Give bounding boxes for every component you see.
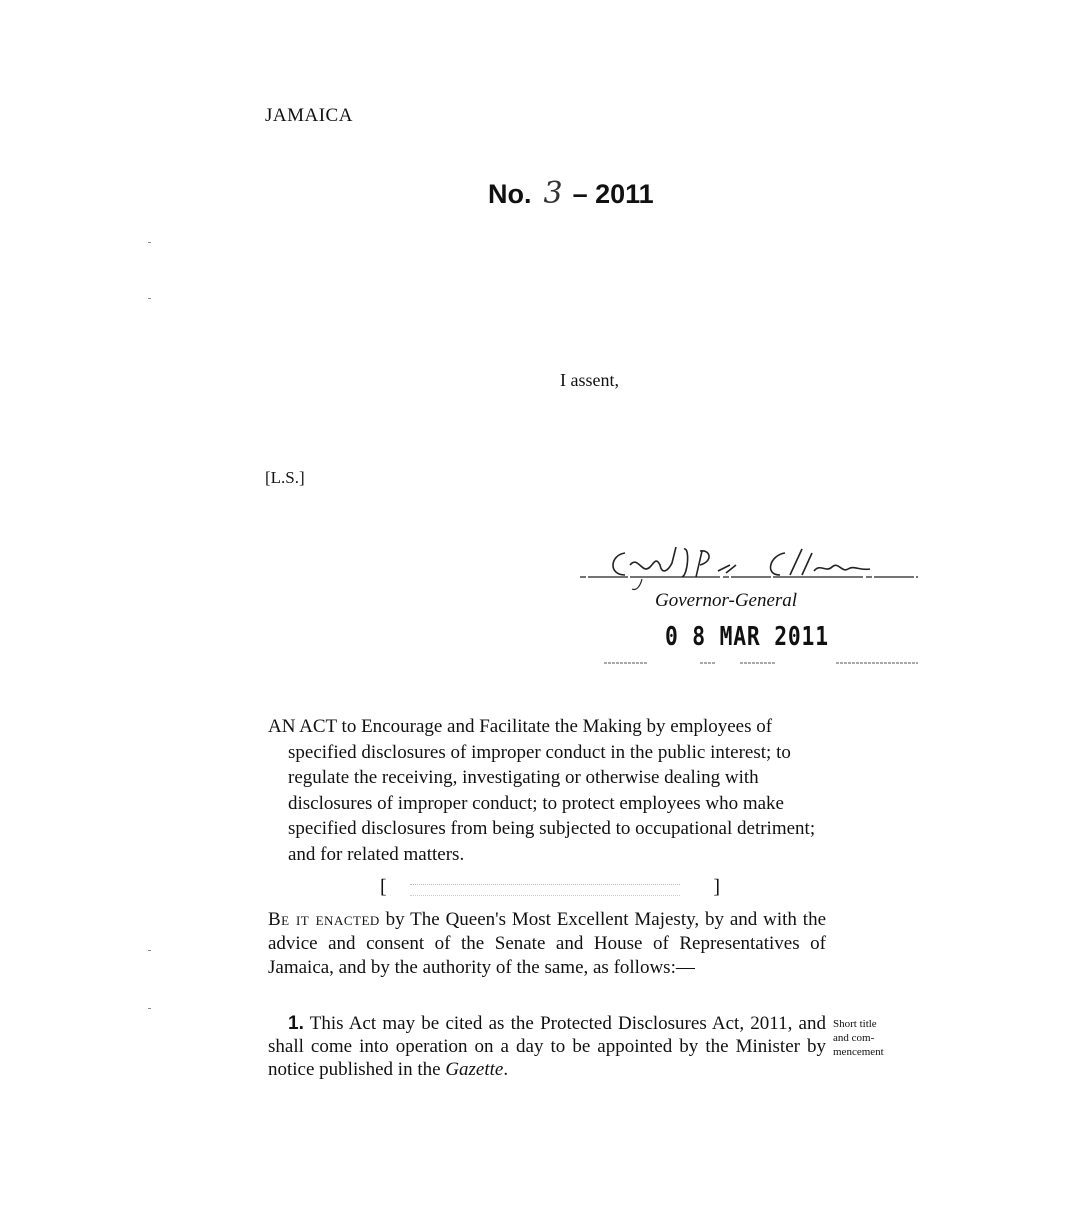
act-number-year: – 2011 (572, 179, 654, 209)
bracket-close: ] (713, 876, 720, 898)
section-text: This Act may be cited as the Protected Disclosures Act, 2011, and shall come into operation on a day to be appointed by the Minister by notice published in the (268, 1013, 826, 1080)
act-number (488, 176, 654, 211)
margin-note-line: and com- (833, 1032, 875, 1044)
gazette-italic: Gazette (445, 1059, 504, 1080)
long-title-line: disclosures of improper conduct; to protect employees who make (288, 792, 784, 814)
scan-speck (148, 950, 151, 951)
long-title-line: specified disclosures of improper conduct in the public interest; to (288, 741, 791, 763)
long-title (268, 714, 828, 867)
enacting-formula (268, 908, 826, 980)
seal-mark: [L.S.] (265, 468, 305, 487)
margin-note-line: Short title (833, 1018, 877, 1030)
long-title-line: specified disclosures from being subjected to occupational detriment; (288, 818, 816, 839)
enacting-text: by The Queen's Most Excellent Majesty, by and with the advice and consent of the Senate and House of Representatives of Jamaica, and by the authority of the same, as follows:— (268, 909, 827, 978)
section-text-end: . (503, 1059, 509, 1080)
scan-speck (148, 1008, 151, 1009)
enacting-lead: Be it enacted (268, 909, 380, 930)
long-title-line: and for related matters. (288, 843, 465, 865)
governor-signature (580, 535, 920, 595)
illegible-faint-text (410, 884, 680, 896)
section-1 (268, 1012, 826, 1081)
margin-note-line: mencement (833, 1046, 884, 1058)
assent-text: I assent, (560, 370, 619, 390)
country-heading: JAMAICA (265, 105, 353, 126)
scan-speck (148, 242, 151, 243)
bracket-open: [ (380, 876, 387, 898)
scan-speck (148, 298, 151, 299)
act-number-handwritten: 3 (543, 176, 563, 211)
long-title-line: AN ACT to Encourage and Facilitate the Making by employees of (268, 716, 773, 737)
assent-date-stamp: 0 8 MAR 2011 (665, 622, 829, 652)
act-number-prefix: No. (488, 179, 532, 209)
long-title-line: regulate the receiving, investigating or otherwise dealing with (288, 767, 759, 788)
section-margin-note (833, 1017, 913, 1059)
governor-general-title: Governor-General (655, 590, 798, 611)
section-number: 1. (288, 1013, 304, 1034)
dotted-rule (600, 660, 920, 666)
